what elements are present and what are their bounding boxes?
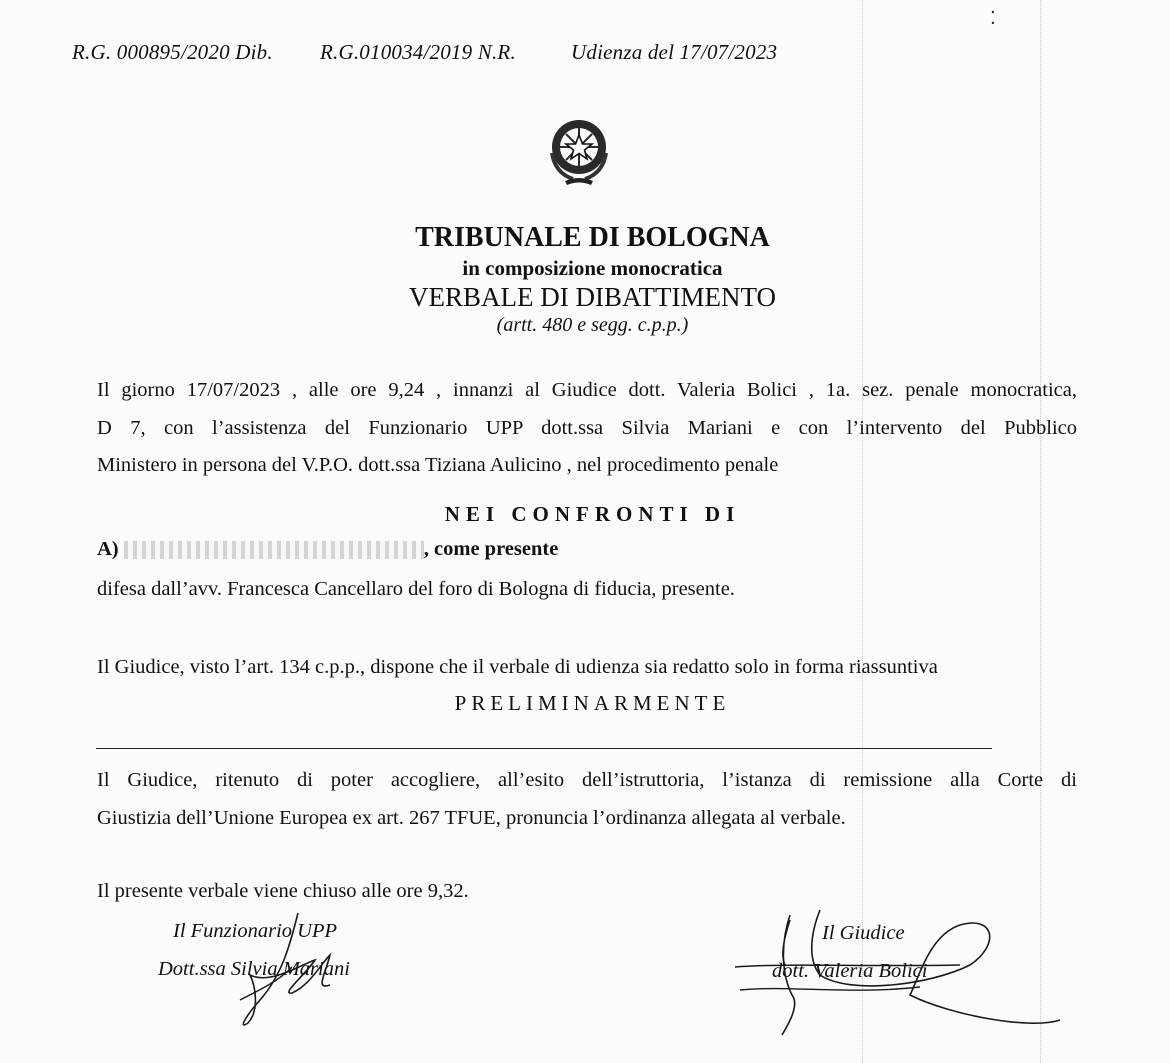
funzionario-signature-icon <box>220 905 360 1035</box>
rg-nr-number: R.G.010034/2019 N.R. <box>320 40 516 64</box>
defendant-line <box>97 538 558 561</box>
funzionario-title: Il Funzionario UPP <box>173 920 337 942</box>
closing-statement: Il presente verbale viene chiuso alle ore 9,32. <box>97 880 469 902</box>
opening-paragraph <box>97 372 1077 485</box>
preliminarmente-heading: PRELIMINARMENTE <box>454 691 731 715</box>
funzionario-name: Dott.ssa Silvia Mariani <box>158 958 350 980</box>
defense-counsel: difesa dall’avv. Francesca Cancellaro del foro di Bologna di fiducia, presente. <box>97 578 735 600</box>
redacted-defendant-name <box>124 541 424 559</box>
italian-republic-emblem-icon <box>543 113 615 189</box>
legal-articles: (artt. 480 e segg. c.p.p.) <box>496 314 689 336</box>
scan-fold-line <box>1040 0 1041 1063</box>
art134-statement: Il Giudice, visto l’art. 134 c.p.p., dispone che il verbale di udienza sia redatto solo in forma riassuntiva <box>97 656 938 678</box>
ordinanza-paragraph <box>97 762 1077 837</box>
defendant-status: , come presente <box>423 538 559 560</box>
rg-dib-number: R.G. 000895/2020 Dib. <box>72 40 273 64</box>
nei-confronti-heading: NEI CONFRONTI DI <box>444 502 741 526</box>
section-divider <box>96 748 992 749</box>
giudice-name: dott. Valeria Bolici <box>772 960 928 982</box>
hearing-date: Udienza del 17/07/2023 <box>571 40 778 64</box>
giudice-signature-icon <box>730 905 1070 1040</box>
scan-speck: ⁚ <box>990 8 996 28</box>
court-name: TRIBUNALE DI BOLOGNA <box>415 222 770 253</box>
scan-fold-line <box>862 0 863 1063</box>
court-composition: in composizione monocratica <box>462 256 723 280</box>
document-type: VERBALE DI DIBATTIMENTO <box>409 282 776 312</box>
opening-line: Ministero in persona del V.P.O. dott.ssa Tiziana Aulicino , nel procedimento penale <box>97 454 779 476</box>
opening-line: D 7, con l’assistenza del Funzionario UPP dott.ssa Silvia Mariani e con l’intervento del Pubblico <box>97 416 1077 439</box>
defendant-prefix: A) <box>97 538 119 560</box>
opening-line: Il giorno 17/07/2023 , alle ore 9,24 , innanzi al Giudice dott. Valeria Bolici , 1a. sez. penale monocratica, <box>97 379 1077 401</box>
ordinanza-line: Giustizia dell’Unione Europea ex art. 267 TFUE, pronuncia l’ordinanza allegata al verbale. <box>97 806 846 829</box>
giudice-title: Il Giudice <box>822 922 905 944</box>
ordinanza-line: Il Giudice, ritenuto di poter accogliere, all’esito dell’istruttoria, l’istanza di remissione alla Corte di <box>97 769 1077 791</box>
